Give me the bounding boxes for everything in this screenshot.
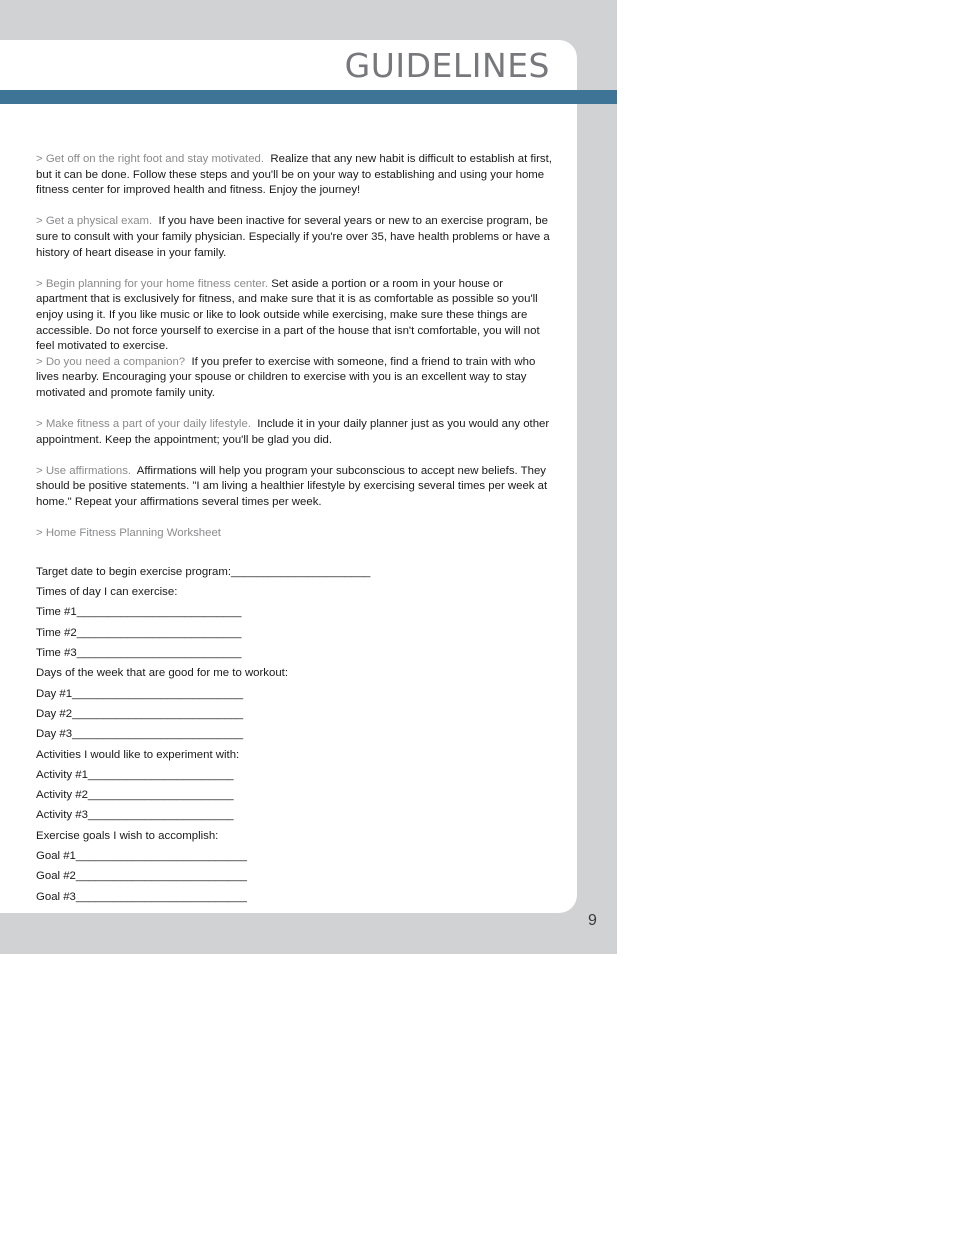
- worksheet-blank-line: Goal #2___________________________: [36, 870, 247, 883]
- worksheet-section-label: Days of the week that are good for me to workout:: [36, 667, 288, 680]
- worksheet-section-label: Activities I would like to experiment with:: [36, 748, 240, 761]
- worksheet-blank-line: Day #2___________________________: [36, 707, 244, 720]
- worksheet-blank-line: Time #3__________________________: [36, 647, 242, 660]
- guideline-lead: > Make fitness a part of your daily lifestyle.: [36, 418, 251, 431]
- guideline-text: If you have been inactive for several years or new to an exercise program, be sure to consult with your family physician. Especially if you're over 35, have health problems or have a history of heart disease in your family.: [36, 215, 550, 259]
- guideline-paragraph: [36, 417, 556, 448]
- guideline-text: If you prefer to exercise with someone, find a friend to train with who lives nearby. Encouraging your spouse or children to exercise with you is an excellent way to stay motivated and promote family unity.: [36, 355, 536, 399]
- worksheet-blank-line: Day #1___________________________: [36, 687, 244, 700]
- guideline-paragraph: [36, 214, 556, 261]
- worksheet: [36, 562, 556, 907]
- guideline-lead: > Begin planning for your home fitness center.: [36, 277, 269, 290]
- guideline-paragraph: [36, 464, 556, 511]
- worksheet-blank-line: Goal #1___________________________: [36, 850, 247, 862]
- worksheet-section-label: Times of day I can exercise:: [36, 586, 178, 599]
- worksheet-blank-line: Activity #1_______________________: [36, 768, 234, 781]
- page-number: 9: [588, 912, 597, 929]
- guideline-text: Include it in your daily planner just as you would any other appointment. Keep the appointment; you'll be glad you did.: [36, 418, 550, 446]
- worksheet-blank-line: Day #3___________________________: [36, 728, 244, 741]
- guideline-text: Realize that any new habit is difficult to establish at first, but it can be done. Follow these steps and you'll be on your way to establishing and using your home fitness center for improved health and fitness. Enjoy the journey!: [36, 153, 552, 197]
- guideline-lead: > Get off on the right foot and stay motivated.: [36, 153, 265, 165]
- guidelines-content: [36, 152, 556, 907]
- worksheet-heading: > Home Fitness Planning Worksheet: [36, 527, 221, 540]
- worksheet-target-date: Target date to begin exercise program:______________________: [36, 565, 371, 578]
- guideline-lead: > Get a physical exam.: [36, 215, 153, 228]
- header-accent-bar: [0, 90, 617, 104]
- page-title: GUIDELINES: [344, 46, 550, 85]
- worksheet-blank-line: Time #1__________________________: [36, 606, 242, 619]
- guideline-lead: > Do you need a companion?: [36, 355, 186, 368]
- guideline-text: Affirmations will help you program your subconscious to accept new beliefs. They should be positive statements. "I am living a healthier lifestyle by exercising several times per week at home." Repeat your affirmations several times per week.: [36, 464, 548, 509]
- guideline-paragraph: [36, 152, 556, 199]
- guideline-text: Set aside a portion or a room in your house or apartment that is exclusively for fitness, and make sure that it is as comfortable as possible so you'll enjoy using it. If you like music or like to look outside while exercising, make sure these things are accessible. Do not force yourself to exercise in a part of the house that isn't comfortable, you will not feel motivated to exercise.: [36, 277, 540, 353]
- guideline-lead: > Use affirmations.: [36, 464, 132, 477]
- guideline-paragraph: [36, 277, 556, 355]
- worksheet-blank-line: Activity #3_______________________: [36, 809, 234, 822]
- worksheet-blank-line: Time #2__________________________: [36, 626, 242, 639]
- guideline-paragraph: [36, 355, 556, 402]
- worksheet-blank-line: Goal #3___________________________: [36, 890, 247, 903]
- worksheet-blank-line: Activity #2_______________________: [36, 789, 234, 802]
- worksheet-section-label: Exercise goals I wish to accomplish:: [36, 829, 219, 842]
